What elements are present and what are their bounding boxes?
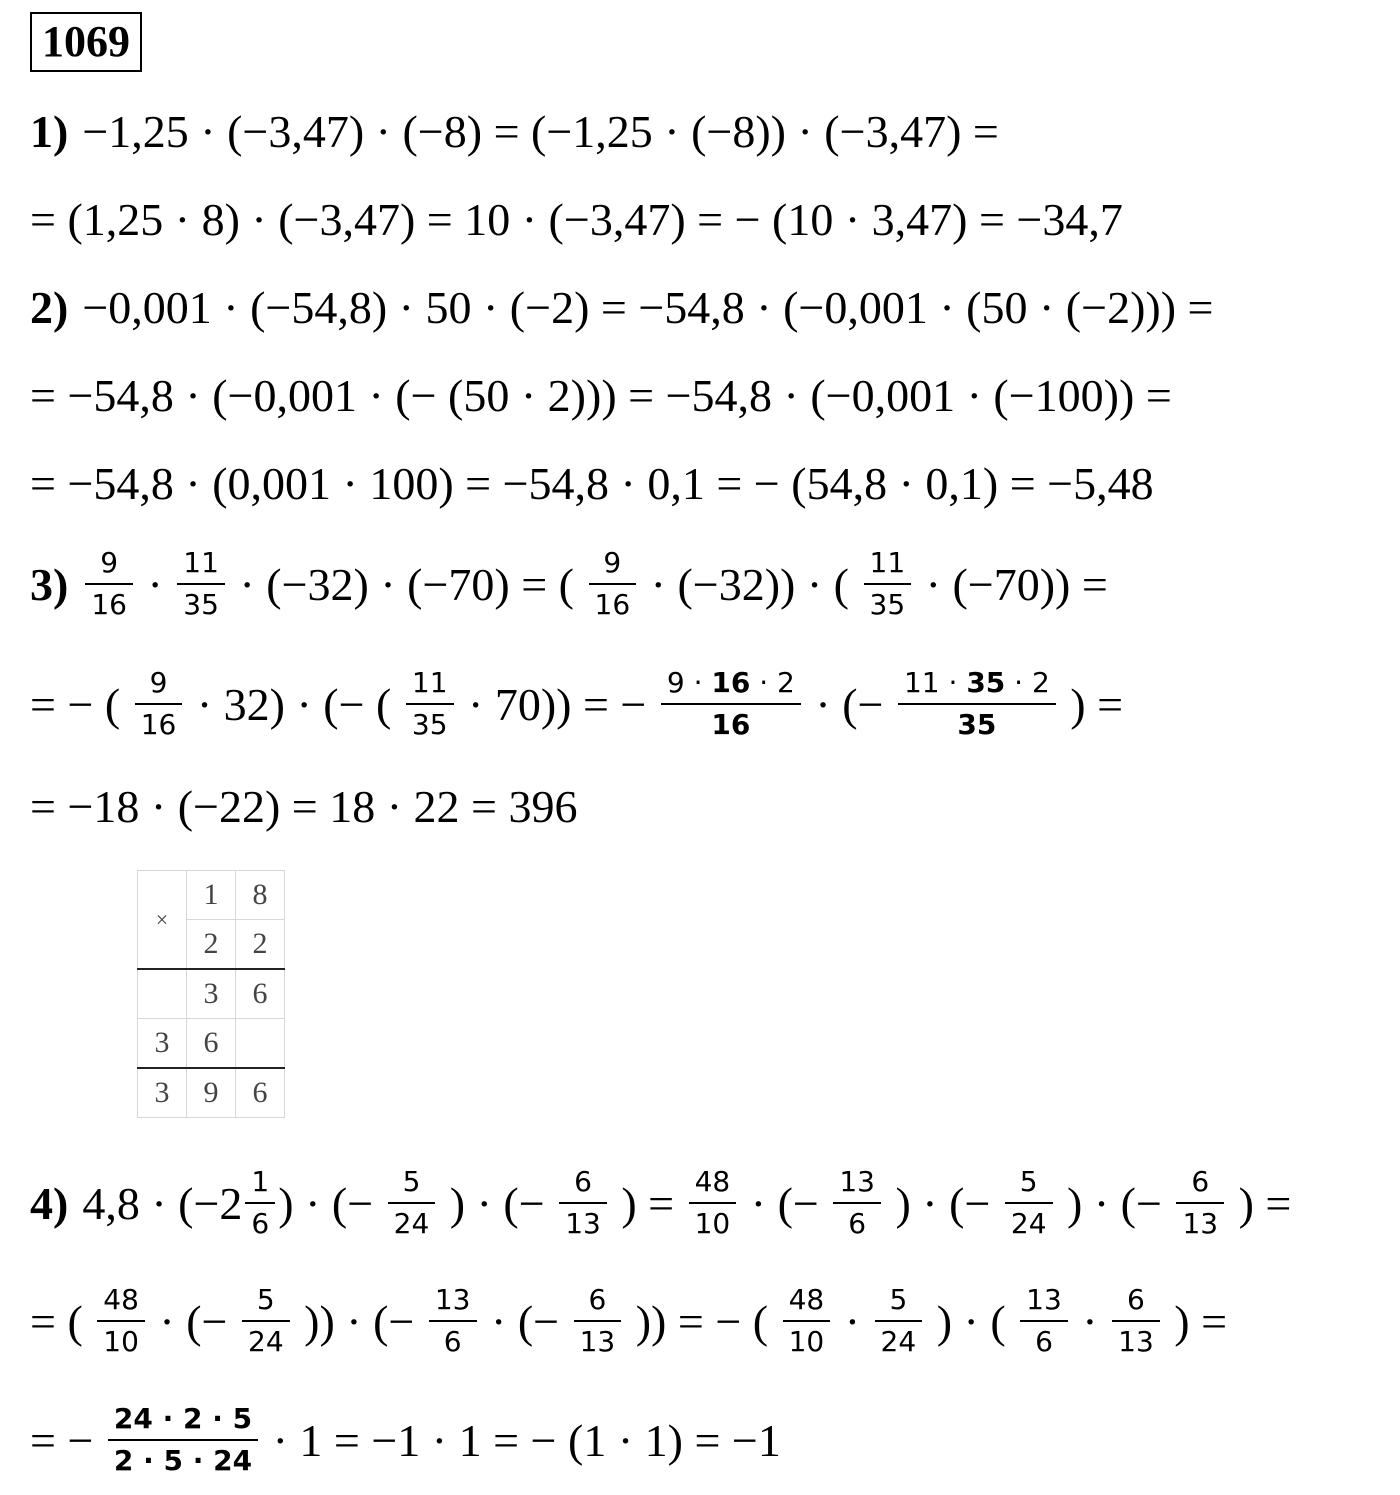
problem-4-line-3: = − $\frac{24 \cdot 2 \cdot 5}{2 \cdot 5 \cdot 24}$ · 1 = −1 · 1 = − (1 · 1) = −1 — [30, 1401, 781, 1477]
table-cell: 6 — [187, 1019, 236, 1069]
fraction: $\frac{48}{10}$ — [100, 1284, 142, 1358]
fraction: $\frac{6}{13}$ — [1115, 1284, 1157, 1358]
problem-label: 2) — [30, 281, 69, 333]
problem-3-line-1: 3) $\frac{9}{16}$ · $\frac{11}{35}$ · (−32) · (−70) = ( $\frac{9}{16}$ · (−32)) · ( $\frac{11}{35}$ · (−70)) = — [30, 545, 1108, 621]
table-row — [138, 1019, 285, 1069]
problem-1-line-2 — [30, 179, 1123, 259]
fraction: $\frac{11 \cdot 35 \cdot 2}{35}$ — [901, 667, 1053, 741]
fraction: $\frac{9}{16}$ — [88, 547, 130, 621]
problem-label: 3) — [30, 558, 69, 610]
problem-4-line-1: 4) 4,8 · (−2 $\frac{1}{6}$ ) · (− $\frac{5}{24}$ ) · (− $\frac{6}{13}$ ) = $\frac{48}{10}$ · (− $\frac{13}{6}$ ) · (− $\frac{5}{24}$ ) · (− $\frac{6}{13}$ ) = — [30, 1164, 1292, 1240]
table-cell: 8 — [236, 871, 285, 920]
problem-1-line-1 — [30, 91, 999, 171]
table-cell: 2 — [236, 920, 285, 970]
table-cell: 6 — [236, 969, 285, 1019]
problem-4-line-2: = ( $\frac{48}{10}$ · (− $\frac{5}{24}$ )) · (− $\frac{13}{6}$ · (− $\frac{6}{13}$ )) = − ( $\frac{48}{10}$ · $\frac{5}{24}$ ) · ( $\frac{13}{6}$ · $\frac{6}{13}$ ) = — [30, 1282, 1228, 1358]
expression: = (1,25 · 8) · (−3,47) = 10 · (−3,47) = − (10 · 3,47) = −34,7 — [30, 193, 1123, 245]
table-cell: 9 — [187, 1068, 236, 1118]
problem-2-line-3 — [30, 443, 1154, 523]
table-row — [138, 969, 285, 1019]
column-multiplication — [137, 870, 285, 1118]
fraction: $\frac{11}{35}$ — [867, 547, 909, 621]
expression: = −18 · (−22) = 18 · 22 = 396 — [30, 780, 578, 832]
fraction: $\frac{6}{13}$ — [562, 1166, 604, 1240]
fraction: $\frac{48}{10}$ — [692, 1166, 734, 1240]
expression: = −54,8 · (−0,001 · (− (50 · 2))) = −54,8 · (−0,001 · (−100)) = — [30, 369, 1172, 421]
expression: −0,001 · (−54,8) · 50 · (−2) = −54,8 · (−0,001 · (50 · (−2))) = — [82, 281, 1214, 333]
fraction: $\frac{13}{6}$ — [1023, 1284, 1065, 1358]
expression: = −54,8 · (0,001 · 100) = −54,8 · 0,1 = − (54,8 · 0,1) = −5,48 — [30, 457, 1154, 509]
task-number: 1069 — [30, 12, 142, 72]
fraction: $\frac{11}{35}$ — [409, 667, 451, 741]
problem-3-line-2: = − ( $\frac{9}{16}$ · 32) · (− ( $\frac{11}{35}$ · 70)) = − $\frac{9 \cdot 16 \cdot 2}{16}$ · (− $\frac{11 \cdot 35 \cdot 2}{35}$ ) = — [30, 665, 1124, 741]
problem-label: 1) — [30, 105, 69, 157]
fraction: $\frac{13}{6}$ — [836, 1166, 878, 1240]
fraction: $\frac{9 \cdot 16 \cdot 2}{16}$ — [664, 667, 798, 741]
fraction: $\frac{5}{24}$ — [1008, 1166, 1050, 1240]
fraction: $\frac{24 \cdot 2 \cdot 5}{2 \cdot 5 \cdot 24}$ — [111, 1403, 255, 1477]
problem-label: 4) — [30, 1177, 69, 1229]
table-row — [138, 1068, 285, 1118]
fraction: $\frac{6}{13}$ — [577, 1284, 619, 1358]
table-cell — [138, 969, 187, 1019]
table-cell — [236, 1019, 285, 1069]
fraction: $\frac{6}{13}$ — [1179, 1166, 1221, 1240]
problem-3-line-3 — [30, 766, 578, 846]
table-row — [138, 871, 285, 920]
multiply-sign: × — [138, 871, 187, 970]
problem-2-line-2 — [30, 355, 1172, 435]
table-cell: 3 — [187, 969, 236, 1019]
fraction: $\frac{5}{24}$ — [391, 1166, 433, 1240]
fraction: $\frac{5}{24}$ — [878, 1284, 920, 1358]
fraction: $\frac{9}{16}$ — [138, 667, 180, 741]
table-cell: 6 — [236, 1068, 285, 1118]
expression: −1,25 · (−3,47) · (−8) = (−1,25 · (−8)) · (−3,47) = — [82, 105, 999, 157]
fraction: $\frac{5}{24}$ — [245, 1284, 287, 1358]
problem-2-line-1 — [30, 267, 1213, 347]
table-cell: 2 — [187, 920, 236, 970]
table-cell: 1 — [187, 871, 236, 920]
table-cell: 3 — [138, 1068, 187, 1118]
fraction: $\frac{9}{16}$ — [592, 547, 634, 621]
fraction: $\frac{11}{35}$ — [180, 547, 222, 621]
fraction: $\frac{13}{6}$ — [432, 1284, 474, 1358]
fraction: $\frac{1}{6}$ — [248, 1166, 272, 1240]
fraction: $\frac{48}{10}$ — [786, 1284, 828, 1358]
table-cell: 3 — [138, 1019, 187, 1069]
